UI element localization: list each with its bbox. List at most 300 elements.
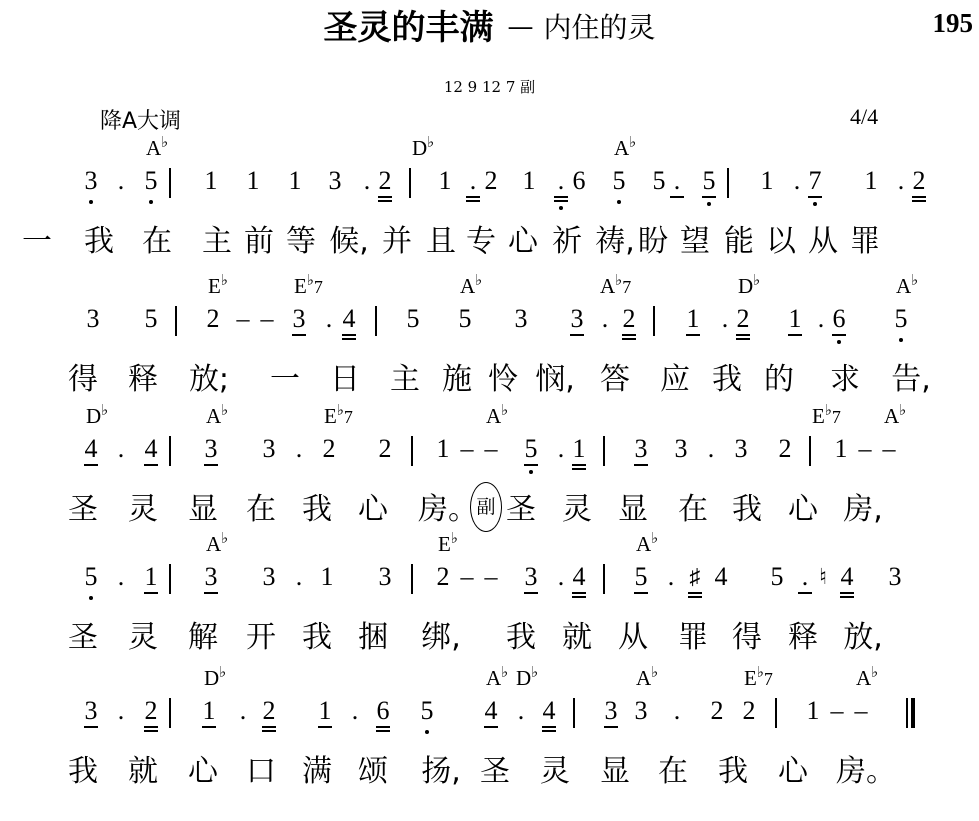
dash-extension: – <box>260 304 274 333</box>
note <box>454 434 480 494</box>
note <box>566 166 592 226</box>
note-digit: 3 <box>292 304 306 333</box>
note <box>254 304 280 364</box>
note <box>536 696 562 756</box>
accidental <box>810 562 836 622</box>
note <box>802 166 828 226</box>
note <box>452 304 478 364</box>
augmentation-dot: . <box>517 696 525 725</box>
lyric-syllable: 主 <box>202 224 232 259</box>
chord-root: E <box>294 274 307 298</box>
augmentation-dot: . <box>117 562 125 591</box>
lyric-syllable: 望 <box>680 224 710 259</box>
augmentation-dot: . <box>817 304 825 333</box>
note <box>230 304 256 364</box>
chord-root: E <box>208 274 221 298</box>
chord-accidental: ♭ <box>651 665 659 681</box>
chord-extension: 7 <box>763 669 773 689</box>
note-digit: 1 <box>320 562 334 591</box>
augmentation-dot: . <box>667 562 675 591</box>
chord-root: E <box>744 666 757 690</box>
note-digit: 1 <box>760 166 774 195</box>
note <box>518 562 544 622</box>
chord-accidental: ♭ <box>450 531 458 547</box>
lyric-syllable: 得 <box>68 362 98 397</box>
note <box>616 304 642 364</box>
note-digit: 3 <box>204 434 218 463</box>
note-digit: 3 <box>262 562 276 591</box>
note <box>826 304 852 364</box>
chord-symbol <box>206 528 228 555</box>
chord-root: A <box>636 532 652 556</box>
lyric-syllable: 放; <box>188 362 230 397</box>
note-digit: 1 <box>246 166 260 195</box>
augmentation-dot: . <box>801 562 809 591</box>
chord-accidental: ♭ <box>651 531 659 547</box>
chord-symbol <box>324 400 353 428</box>
note-digit: 5 <box>144 166 158 195</box>
dash-extension: – <box>484 434 498 463</box>
augmentation-dot: . <box>295 434 303 463</box>
lyric-syllable: 满 <box>302 754 332 789</box>
lyric-syllable: 圣 <box>68 492 98 527</box>
dash-extension: – <box>460 562 474 591</box>
lyric-syllable: 求 <box>830 362 860 397</box>
note-digit: 3 <box>888 562 902 591</box>
lyric-syllable: 一 <box>22 224 52 259</box>
barline <box>648 304 660 364</box>
dash-extension: – <box>830 696 844 725</box>
lyric-syllable: 盼 <box>638 224 668 259</box>
chord-symbol <box>516 662 538 689</box>
barline <box>164 434 176 494</box>
chord-root: A <box>884 404 900 428</box>
note <box>708 562 734 622</box>
lyric-syllable: 我 <box>302 492 332 527</box>
hymn-title <box>0 0 979 60</box>
lyric-syllable: 并 <box>382 224 412 259</box>
note <box>852 434 878 494</box>
chord-symbol <box>460 270 482 297</box>
note <box>906 166 932 226</box>
barline <box>598 562 610 622</box>
note <box>478 696 504 756</box>
lyric-syllable: 灵 <box>562 492 592 527</box>
note <box>754 166 780 226</box>
augmentation-dot: . <box>325 304 333 333</box>
chord-root: A <box>856 666 872 690</box>
note <box>342 696 368 756</box>
lyric-syllable: 显 <box>600 754 630 789</box>
note <box>834 562 860 622</box>
lyric-syllable: 的 <box>764 362 794 397</box>
note <box>508 696 534 756</box>
barline <box>170 304 182 364</box>
barline <box>804 434 816 494</box>
note-digit: 3 <box>204 562 218 591</box>
note-digit: 1 <box>436 434 450 463</box>
note <box>372 434 398 494</box>
key-signature: 降A大调 <box>100 109 182 134</box>
time-signature: 4/4 <box>850 104 879 129</box>
note-digit: 6 <box>572 166 586 195</box>
chord-accidental: ♭ <box>911 273 919 289</box>
note-digit: 3 <box>378 562 392 591</box>
lyric-syllable: 房。 <box>418 492 478 527</box>
note <box>566 562 592 622</box>
chord-symbol <box>486 662 508 689</box>
note <box>78 434 104 494</box>
notation-line <box>0 562 979 622</box>
chord-symbol <box>896 270 918 297</box>
note <box>370 696 396 756</box>
note-digit: 4 <box>484 696 498 725</box>
note <box>198 562 224 622</box>
note-digit: 2 <box>378 166 392 195</box>
note <box>108 166 134 226</box>
chord-root: E <box>324 404 337 428</box>
chord-accidental: ♭ <box>221 531 229 547</box>
note-digit: 1 <box>686 304 700 333</box>
note <box>516 166 542 226</box>
barline <box>164 562 176 622</box>
chord-accidental: ♭ <box>753 273 761 289</box>
notation-line <box>0 304 979 364</box>
note-digit: 2 <box>912 166 926 195</box>
barline <box>164 166 176 226</box>
note-digit: 4 <box>714 562 728 591</box>
chord-accidental: ♭ <box>501 665 509 681</box>
lyric-syllable: 放, <box>843 620 883 655</box>
chord-root: A <box>600 274 616 298</box>
note <box>414 696 440 756</box>
chord-accidental: ♭ <box>427 135 435 151</box>
lyric-syllable: 就 <box>562 620 592 655</box>
note <box>858 166 884 226</box>
chord-symbol <box>208 270 228 297</box>
note-digit: 2 <box>262 696 276 725</box>
barline <box>404 166 416 226</box>
lyric-syllable: 候, <box>329 224 369 259</box>
note <box>606 166 632 226</box>
note <box>372 166 398 226</box>
chord-accidental: ♭ <box>221 403 229 419</box>
note <box>286 304 312 364</box>
chord-root: A <box>896 274 912 298</box>
note <box>668 434 694 494</box>
lyric-syllable: 我 <box>84 224 114 259</box>
lyric-syllable: 圣 <box>506 492 536 527</box>
note <box>230 696 256 756</box>
note <box>200 304 226 364</box>
lyric-syllable: 专 <box>466 224 496 259</box>
note <box>322 166 348 226</box>
chord-root: E <box>812 404 825 428</box>
augmentation-dot: . <box>117 434 125 463</box>
augmentation-dot: . <box>673 166 681 195</box>
note <box>848 696 874 756</box>
lyric-syllable: 心 <box>778 754 808 789</box>
lyric-syllable: 罪 <box>850 224 880 259</box>
note-digit: 1 <box>288 166 302 195</box>
note <box>78 166 104 226</box>
note <box>782 304 808 364</box>
lyric-syllable: 我 <box>506 620 536 655</box>
chord-symbol <box>146 132 168 159</box>
note <box>564 304 590 364</box>
note <box>282 166 308 226</box>
chord-root: A <box>206 404 222 428</box>
augmentation-dot: . <box>557 166 565 195</box>
note <box>430 434 456 494</box>
lyric-syllable: 从 <box>618 620 648 655</box>
augmentation-dot: . <box>601 304 609 333</box>
note <box>478 562 504 622</box>
note-digit: 5 <box>406 304 420 333</box>
lyric-syllable: 在 <box>658 754 688 789</box>
note-digit: 2 <box>144 696 158 725</box>
note <box>430 562 456 622</box>
chord-root: A <box>486 404 502 428</box>
note-digit: 4 <box>84 434 98 463</box>
lyric-syllable: 灵 <box>128 620 158 655</box>
note <box>704 696 730 756</box>
chord-symbol <box>636 662 658 689</box>
note-digit: 5 <box>894 304 908 333</box>
chord-symbol <box>738 270 760 297</box>
note <box>256 434 282 494</box>
augmentation-dot: . <box>707 434 715 463</box>
note-digit: 1 <box>834 434 848 463</box>
title-subtitle: 内住的灵 <box>543 11 656 44</box>
note <box>628 562 654 622</box>
chord-accidental: ♭ <box>101 403 109 419</box>
note <box>696 166 722 226</box>
barline <box>598 434 610 494</box>
note-digit: 3 <box>86 304 100 333</box>
chord-root: D <box>204 666 220 690</box>
note-digit: 2 <box>736 304 750 333</box>
lyric-line <box>0 620 979 656</box>
note <box>286 434 312 494</box>
note <box>138 434 164 494</box>
note-digit: 3 <box>328 166 342 195</box>
note-digit: 1 <box>202 696 216 725</box>
note-digit: 1 <box>204 166 218 195</box>
chord-accidental: ♭ <box>629 135 637 151</box>
note-digit: 1 <box>864 166 878 195</box>
note-digit: 1 <box>788 304 802 333</box>
note <box>566 434 592 494</box>
refrain-marker: 副 <box>470 482 502 532</box>
chord-root: D <box>86 404 102 428</box>
note <box>828 434 854 494</box>
title-main: 圣灵的丰满 <box>323 8 494 48</box>
note <box>698 434 724 494</box>
note <box>314 562 340 622</box>
note-digit: 3 <box>262 434 276 463</box>
lyric-syllable: 以 <box>766 224 796 259</box>
note <box>772 434 798 494</box>
note-digit: 3 <box>604 696 618 725</box>
lyric-line <box>0 754 979 790</box>
augmentation-dot: . <box>469 166 477 195</box>
chord-accidental: ♭ <box>756 665 764 681</box>
barline <box>406 562 418 622</box>
chord-accidental: ♭ <box>615 273 623 289</box>
note <box>138 166 164 226</box>
note <box>508 304 534 364</box>
augmentation-dot: . <box>363 166 371 195</box>
lyric-syllable: 且 <box>426 224 456 259</box>
lyric-syllable: 在 <box>678 492 708 527</box>
barline <box>722 166 734 226</box>
note-digit: 7 <box>808 166 822 195</box>
chord-accidental: ♭ <box>871 665 879 681</box>
lyric-syllable: 前 <box>244 224 274 259</box>
notation-line <box>0 166 979 226</box>
final-barline <box>904 696 918 756</box>
lyric-syllable: 解 <box>188 620 218 655</box>
lyric-syllable: 显 <box>618 492 648 527</box>
lyric-syllable: 房。 <box>836 754 896 789</box>
note <box>664 696 690 756</box>
lyric-syllable: 释 <box>788 620 818 655</box>
lyric-syllable: 祷, <box>595 224 635 259</box>
note-digit: 4 <box>144 434 158 463</box>
note-digit: 3 <box>524 562 538 591</box>
augmentation-dot: . <box>351 696 359 725</box>
note <box>680 304 706 364</box>
augmentation-dot: . <box>557 434 565 463</box>
note <box>824 696 850 756</box>
note <box>728 434 754 494</box>
note-digit: 3 <box>570 304 584 333</box>
note-digit: 3 <box>634 434 648 463</box>
lyric-syllable: 得 <box>732 620 762 655</box>
note <box>800 696 826 756</box>
note <box>598 696 624 756</box>
note <box>882 562 908 622</box>
chord-root: A <box>460 274 476 298</box>
note <box>432 166 458 226</box>
lyric-syllable: 能 <box>724 224 754 259</box>
note-digit: 2 <box>710 696 724 725</box>
note <box>658 562 684 622</box>
lyric-syllable: 怜 <box>488 362 518 397</box>
note-digit: 5 <box>652 166 666 195</box>
note-digit: ♯ <box>689 564 701 589</box>
note-digit: 3 <box>734 434 748 463</box>
note <box>78 562 104 622</box>
note <box>196 696 222 756</box>
chord-symbol <box>600 270 631 298</box>
chord-symbol <box>856 662 878 689</box>
note <box>518 434 544 494</box>
chord-symbol <box>744 662 773 690</box>
lyric-syllable: 应 <box>660 362 690 397</box>
lyric-syllable: 口 <box>246 754 276 789</box>
note <box>478 166 504 226</box>
note-digit: 5 <box>144 304 158 333</box>
lyric-syllable: 一 <box>270 362 300 397</box>
barline <box>770 696 782 756</box>
note-digit: 1 <box>144 562 158 591</box>
lyric-syllable: 心 <box>358 492 388 527</box>
note-digit: 6 <box>376 696 390 725</box>
chord-accidental: ♭ <box>475 273 483 289</box>
chord-root: E <box>438 532 451 556</box>
note <box>256 562 282 622</box>
augmentation-dot: . <box>673 696 681 725</box>
note-digit: 5 <box>420 696 434 725</box>
chord-accidental: ♭ <box>306 273 314 289</box>
note-digit: 2 <box>206 304 220 333</box>
lyric-syllable: 灵 <box>128 492 158 527</box>
lyric-syllable: 悯, <box>535 362 575 397</box>
barline <box>370 304 382 364</box>
lyric-syllable: 就 <box>128 754 158 789</box>
note <box>108 696 134 756</box>
lyric-syllable: 日 <box>330 362 360 397</box>
augmentation-dot: . <box>557 562 565 591</box>
note <box>78 696 104 756</box>
chord-root: A <box>206 532 222 556</box>
augmentation-dot: . <box>295 562 303 591</box>
lyric-syllable: 我 <box>718 754 748 789</box>
lyric-syllable: 罪 <box>678 620 708 655</box>
chord-symbol <box>486 400 508 427</box>
note-digit: 3 <box>514 304 528 333</box>
chord-root: A <box>636 666 652 690</box>
chord-accidental: ♭ <box>899 403 907 419</box>
note <box>80 304 106 364</box>
lyric-syllable: 颂 <box>358 754 388 789</box>
note-digit: 1 <box>438 166 452 195</box>
note-digit: 2 <box>778 434 792 463</box>
chord-symbol <box>412 132 434 159</box>
lyric-syllable: 我 <box>302 620 332 655</box>
note <box>108 562 134 622</box>
dash-extension: – <box>882 434 896 463</box>
lyric-syllable: 释 <box>128 362 158 397</box>
augmentation-dot: . <box>793 166 801 195</box>
chord-accidental: ♭ <box>220 273 228 289</box>
note-digit: 5 <box>770 562 784 591</box>
chord-root: D <box>738 274 754 298</box>
dash-extension: – <box>484 562 498 591</box>
note <box>198 166 224 226</box>
note <box>764 562 790 622</box>
augmentation-dot: . <box>117 166 125 195</box>
note <box>730 304 756 364</box>
chord-symbol <box>294 270 323 298</box>
barline <box>164 696 176 756</box>
lyric-syllable: 在 <box>246 492 276 527</box>
chord-accidental: ♭ <box>531 665 539 681</box>
lyric-syllable: 在 <box>142 224 172 259</box>
note <box>286 562 312 622</box>
note-digit: 1 <box>318 696 332 725</box>
hymn-number: 195 <box>932 8 973 38</box>
note <box>876 434 902 494</box>
note-digit: 5 <box>702 166 716 195</box>
title-separator: — <box>507 12 534 42</box>
note <box>312 696 338 756</box>
note <box>888 304 914 364</box>
chord-root: D <box>412 136 428 160</box>
note-digit: 5 <box>458 304 472 333</box>
